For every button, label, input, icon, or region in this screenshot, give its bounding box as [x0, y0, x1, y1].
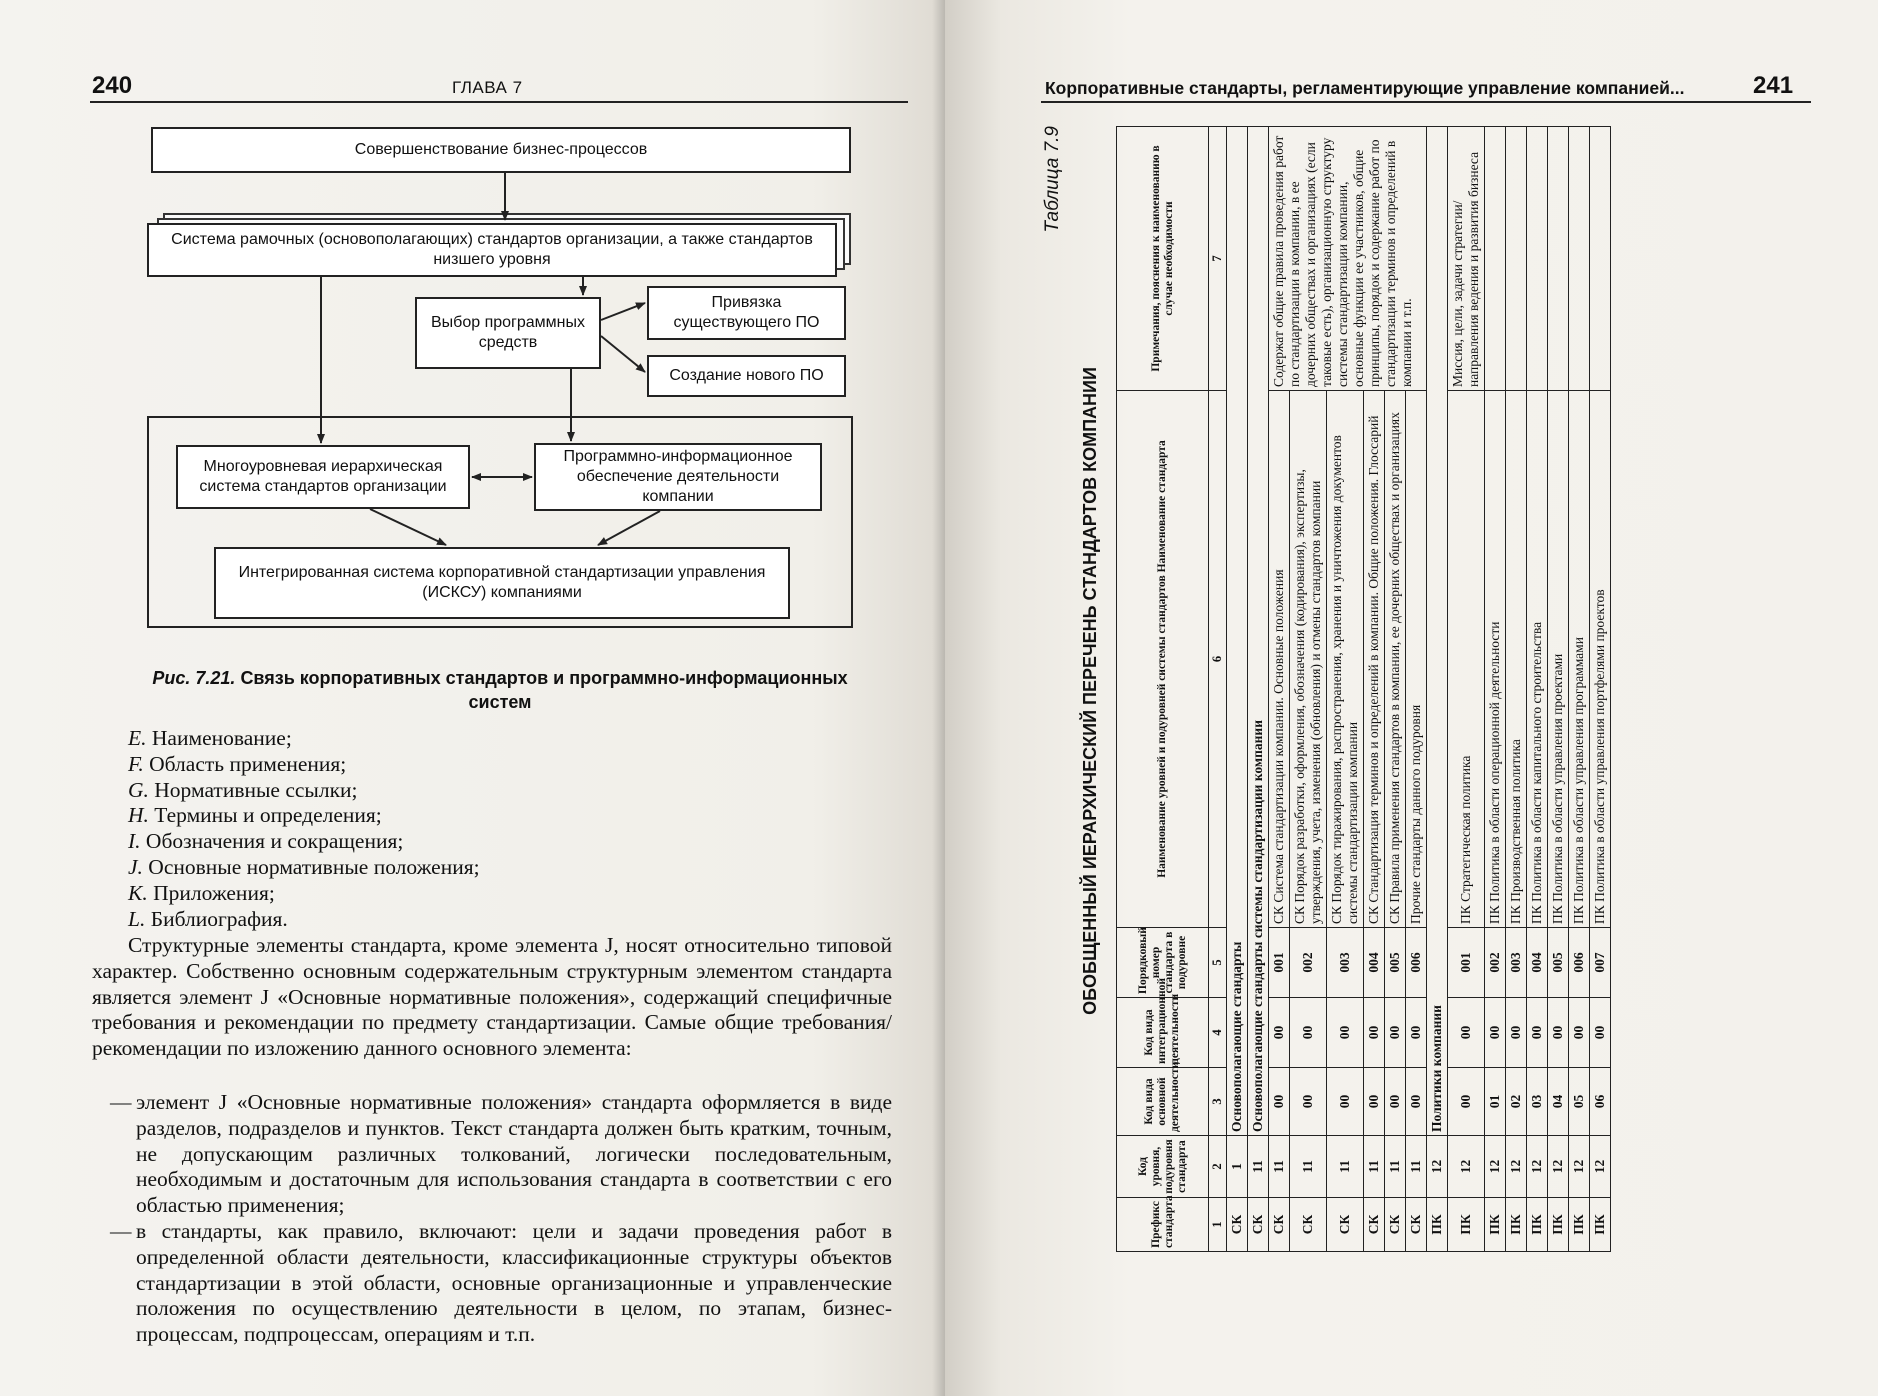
- list-item: F. Область применения;: [128, 751, 347, 776]
- list-item: J. Основные нормативные положения;: [128, 854, 480, 879]
- column-numbers-row: 1 2 3 4 5 6 7: [1209, 127, 1227, 1252]
- list-item: E. Наименование;: [128, 726, 292, 750]
- running-head: Корпоративные стандарты, регламентирующие управление компанией...: [1045, 78, 1685, 98]
- box-new-software: Создание нового ПО: [647, 355, 846, 397]
- arrow-choice-to-existing: [601, 303, 645, 320]
- box-integrated-system: Интегрированная система корпоративной стандартизации управления (ИСКСУ) компаниями: [214, 547, 790, 619]
- dash-list: [92, 1090, 892, 1348]
- table-row: ПК 12 05 00 006 ПК Политика в области управления программами: [1569, 127, 1590, 1252]
- arrow-support-to-integrated: [598, 511, 660, 545]
- table-row: СК 11 00 00 004 СК Стандартизация терминов и определений в компании. Общие положения. Глоссарий: [1364, 127, 1385, 1252]
- table-title: ОБОБЩЕННЫЙ ИЕРАРХИЧЕСКИЙ ПЕРЕЧЕНЬ СТАНДАРТОВ КОМПАНИИ: [1080, 367, 1100, 1015]
- box-software-choice: Выбор программных средств: [415, 297, 601, 369]
- table-header-row: [1117, 127, 1209, 1252]
- right-page-number: 241: [1753, 72, 1794, 99]
- arrow-hierarchy-to-integrated: [370, 509, 446, 545]
- table-row: ПК 12 02 00 003 ПК Производственная политика: [1506, 127, 1527, 1252]
- col-ordinal: Порядковый номер стандарта в подуровне: [1117, 928, 1209, 998]
- box-standards-hierarchy: Многоуровневая иерархическая система стандартов организации: [176, 445, 470, 509]
- structure-list: [128, 726, 888, 932]
- col-notes: Примечания, пояснения к наименованию в случае необходимости: [1117, 127, 1209, 391]
- table-row: СК 11 00 00 003 СК Порядок тиражирования, распространения, хранения и уничтожения документов системы стандартизации компании: [1327, 127, 1364, 1252]
- list-item: L. Библиография.: [128, 906, 288, 931]
- table-group-row: СК 11 Основополагающие стандарты системы стандартизации компании: [1248, 127, 1269, 1252]
- standards-table: [1116, 126, 1611, 1252]
- rotated-table-block: [1042, 126, 1802, 1256]
- header-rule-right: [1041, 101, 1811, 103]
- col-name: Наименование уровней и подуровней системы стандартов Наименование стандарта: [1117, 391, 1209, 928]
- arrow-choice-to-new: [601, 336, 645, 372]
- table-row: ПК 12 00 00 001 ПК Стратегическая политика Миссия, цели, задачи стратегии/направления ведения и развития бизнеса: [1448, 127, 1485, 1252]
- table-group-row: СК 1 Основополагающие стандарты: [1227, 127, 1248, 1252]
- table-group-row: ПК 12 Политики компании: [1427, 127, 1448, 1252]
- box-business-process: Совершенствование бизнес-процессов: [151, 127, 851, 173]
- table-row: ПК 12 04 00 005 ПК Политика в области управления проектами: [1548, 127, 1569, 1252]
- list-item: G. Нормативные ссылки;: [128, 777, 358, 802]
- left-page-number: 240: [92, 72, 133, 99]
- table-row: ПК 12 03 00 004 ПК Политика в области капитального строительства: [1527, 127, 1548, 1252]
- col-level: Код уровня, подуровня стандарта: [1117, 1136, 1209, 1198]
- table-caption: Таблица 7.9: [1042, 126, 1063, 233]
- col-prefix: Префикс стандарта: [1117, 1198, 1209, 1252]
- table-row: СК 11 00 00 005 СК Правила применения стандартов в компании, ее дочерних обществах и организациях: [1385, 127, 1406, 1252]
- table-row: СК 11 00 00 001 СК Система стандартизации компании. Основные положения Содержат общие правила проведения работ по стандартизации в компании, в ее дочерних обществах и организациях (если таковые есть), организационную структуру системы стандартизации компании, основные функции ее участников, общие принципы, порядок и содержание работ по стандартизации терминов и определений в компании и т.п.: [1269, 127, 1290, 1252]
- list-item: H. Термины и определения;: [128, 803, 382, 828]
- body-paragraph: Структурные элементы стандарта, кроме элемента J, носят относительно типовой характер. Собственно основным содержательным структурным элементом стандарта является элемент J «Основные нормативные положения», содержащий специфичные требования и рекомендации по предмету стандартизации. Самые общие требования/рекомендации по изложению данного основного элемента:: [92, 933, 892, 1061]
- figure-label: Рис. 7.21.: [152, 668, 236, 688]
- chapter-title: ГЛАВА 7: [452, 78, 523, 97]
- list-item: K. Приложения;: [128, 880, 275, 905]
- box-framework-standards: Система рамочных (основополагающих) стандартов организации, а также стандартов низшего уровня: [147, 223, 837, 277]
- table-row: СК 11 00 00 002 СК Порядок разработки, оформления, обозначения (кодирования), экспертизы, утверждения, учета, изменения (обновления) и отмены стандартов компании: [1290, 127, 1327, 1252]
- table-row: ПК 12 01 00 002 ПК Политика в области операционной деятельности: [1485, 127, 1506, 1252]
- box-software-support: Программно-информационное обеспечение деятельности компании: [534, 443, 822, 511]
- table-row: ПК 12 06 00 007 ПК Политика в области управления портфелями проектов: [1590, 127, 1611, 1252]
- dash-item: — элемент J «Основные нормативные положения» стандарта оформляется в виде разделов, подразделов и пунктов. Текст стандарта должен быть кратким, точным, не допускающим различных толкований, логически последовательным, необходимым и достаточным для использования стандарта в соответствии с его областью применения;: [110, 1090, 892, 1218]
- figure-caption-text: Связь корпоративных стандартов и программно-информационных систем: [240, 668, 848, 712]
- col-main-activity: Код вида основной деятельности: [1117, 1068, 1209, 1136]
- box-existing-software: Привязка существующего ПО: [647, 286, 846, 340]
- dash-item: — в стандарты, как правило, включают: цели и задачи проведения работ в определенной области деятельности, классификационные структуры объектов стандартизации в этой области, основные организационные и управленческие положения по осуществлению деятельности в целом, по этапам, бизнес-процессам, подпроцессам, операциям и т.п.: [110, 1218, 892, 1347]
- figure-caption: [150, 666, 850, 714]
- diagram-arrows: [0, 0, 945, 660]
- list-item: I. Обозначения и сокращения;: [128, 829, 404, 854]
- table-row: СК 11 00 00 006 Прочие стандарты данного подуровня: [1406, 127, 1427, 1252]
- col-integration-activity: Код вида интеграционной деятельности: [1117, 998, 1209, 1068]
